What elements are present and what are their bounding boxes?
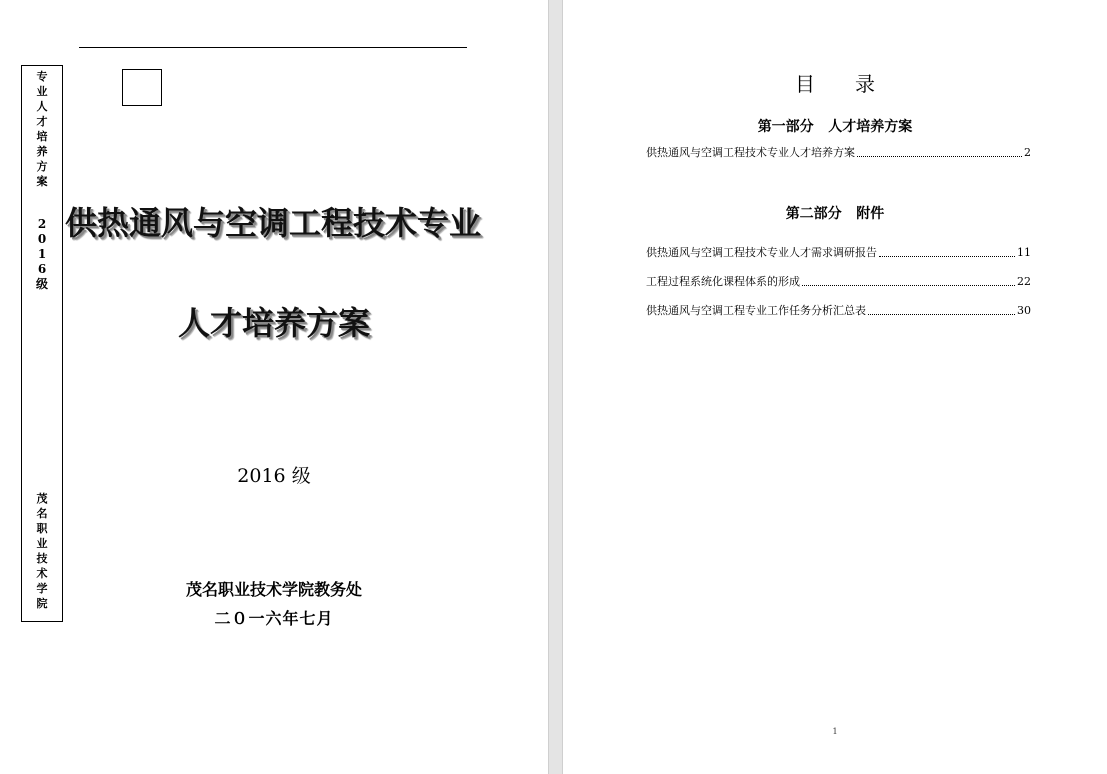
toc-entry-page: 11: [1017, 246, 1031, 259]
toc-entry[interactable]: [646, 144, 1031, 162]
cover-title-line1: 供热通风与空调工程技术专业: [64, 204, 481, 242]
toc-part-2-title: 第二部分 附件: [785, 206, 885, 222]
toc-entry[interactable]: [646, 244, 1031, 262]
toc-heading: [563, 68, 1107, 97]
cover-page: [0, 0, 548, 774]
toc-leader-dots: [857, 156, 1022, 157]
page-gutter: [548, 0, 563, 774]
toc-entry-label: 工程过程系统化课程体系的形成: [646, 275, 800, 288]
toc-part-1-title: 第一部分 人才培养方案: [757, 119, 913, 135]
toc-entry-page: 2: [1024, 146, 1031, 159]
cover-title-line2: 人才培养方案: [177, 304, 370, 342]
toc-entry-label: 供热通风与空调工程专业工作任务分析汇总表: [646, 304, 866, 317]
cover-department: 茂名职业技术学院教务处: [185, 580, 362, 599]
toc-page: [563, 0, 1107, 774]
spine-title: 专 业 人 才 培 养 方 案: [36, 70, 48, 188]
cover-year: 2016 级: [237, 465, 311, 487]
toc-leader-dots: [868, 314, 1015, 315]
toc-leader-dots: [802, 285, 1015, 286]
toc-entry-label: 供热通风与空调工程技术专业人才需求调研报告: [646, 246, 877, 259]
toc-entry[interactable]: [646, 302, 1031, 320]
toc-leader-dots: [879, 256, 1015, 257]
toc-heading-char2: 录: [855, 72, 875, 96]
toc-entry[interactable]: [646, 273, 1031, 291]
toc-entry-page: 30: [1017, 304, 1031, 317]
spine-year: 2 0 1 6 级: [35, 217, 48, 291]
spine-school: 茂 名 职 业 技 术 学 院: [36, 492, 48, 610]
page-number: 1: [832, 727, 838, 736]
cover-code-box: [122, 69, 162, 106]
toc-heading-char1: 目: [795, 72, 815, 96]
cover-date: 二０一六年七月: [214, 609, 334, 628]
cover-top-rule: [79, 47, 467, 48]
toc-entry-page: 22: [1017, 275, 1031, 288]
toc-entry-label: 供热通风与空调工程技术专业人才培养方案: [646, 146, 855, 159]
